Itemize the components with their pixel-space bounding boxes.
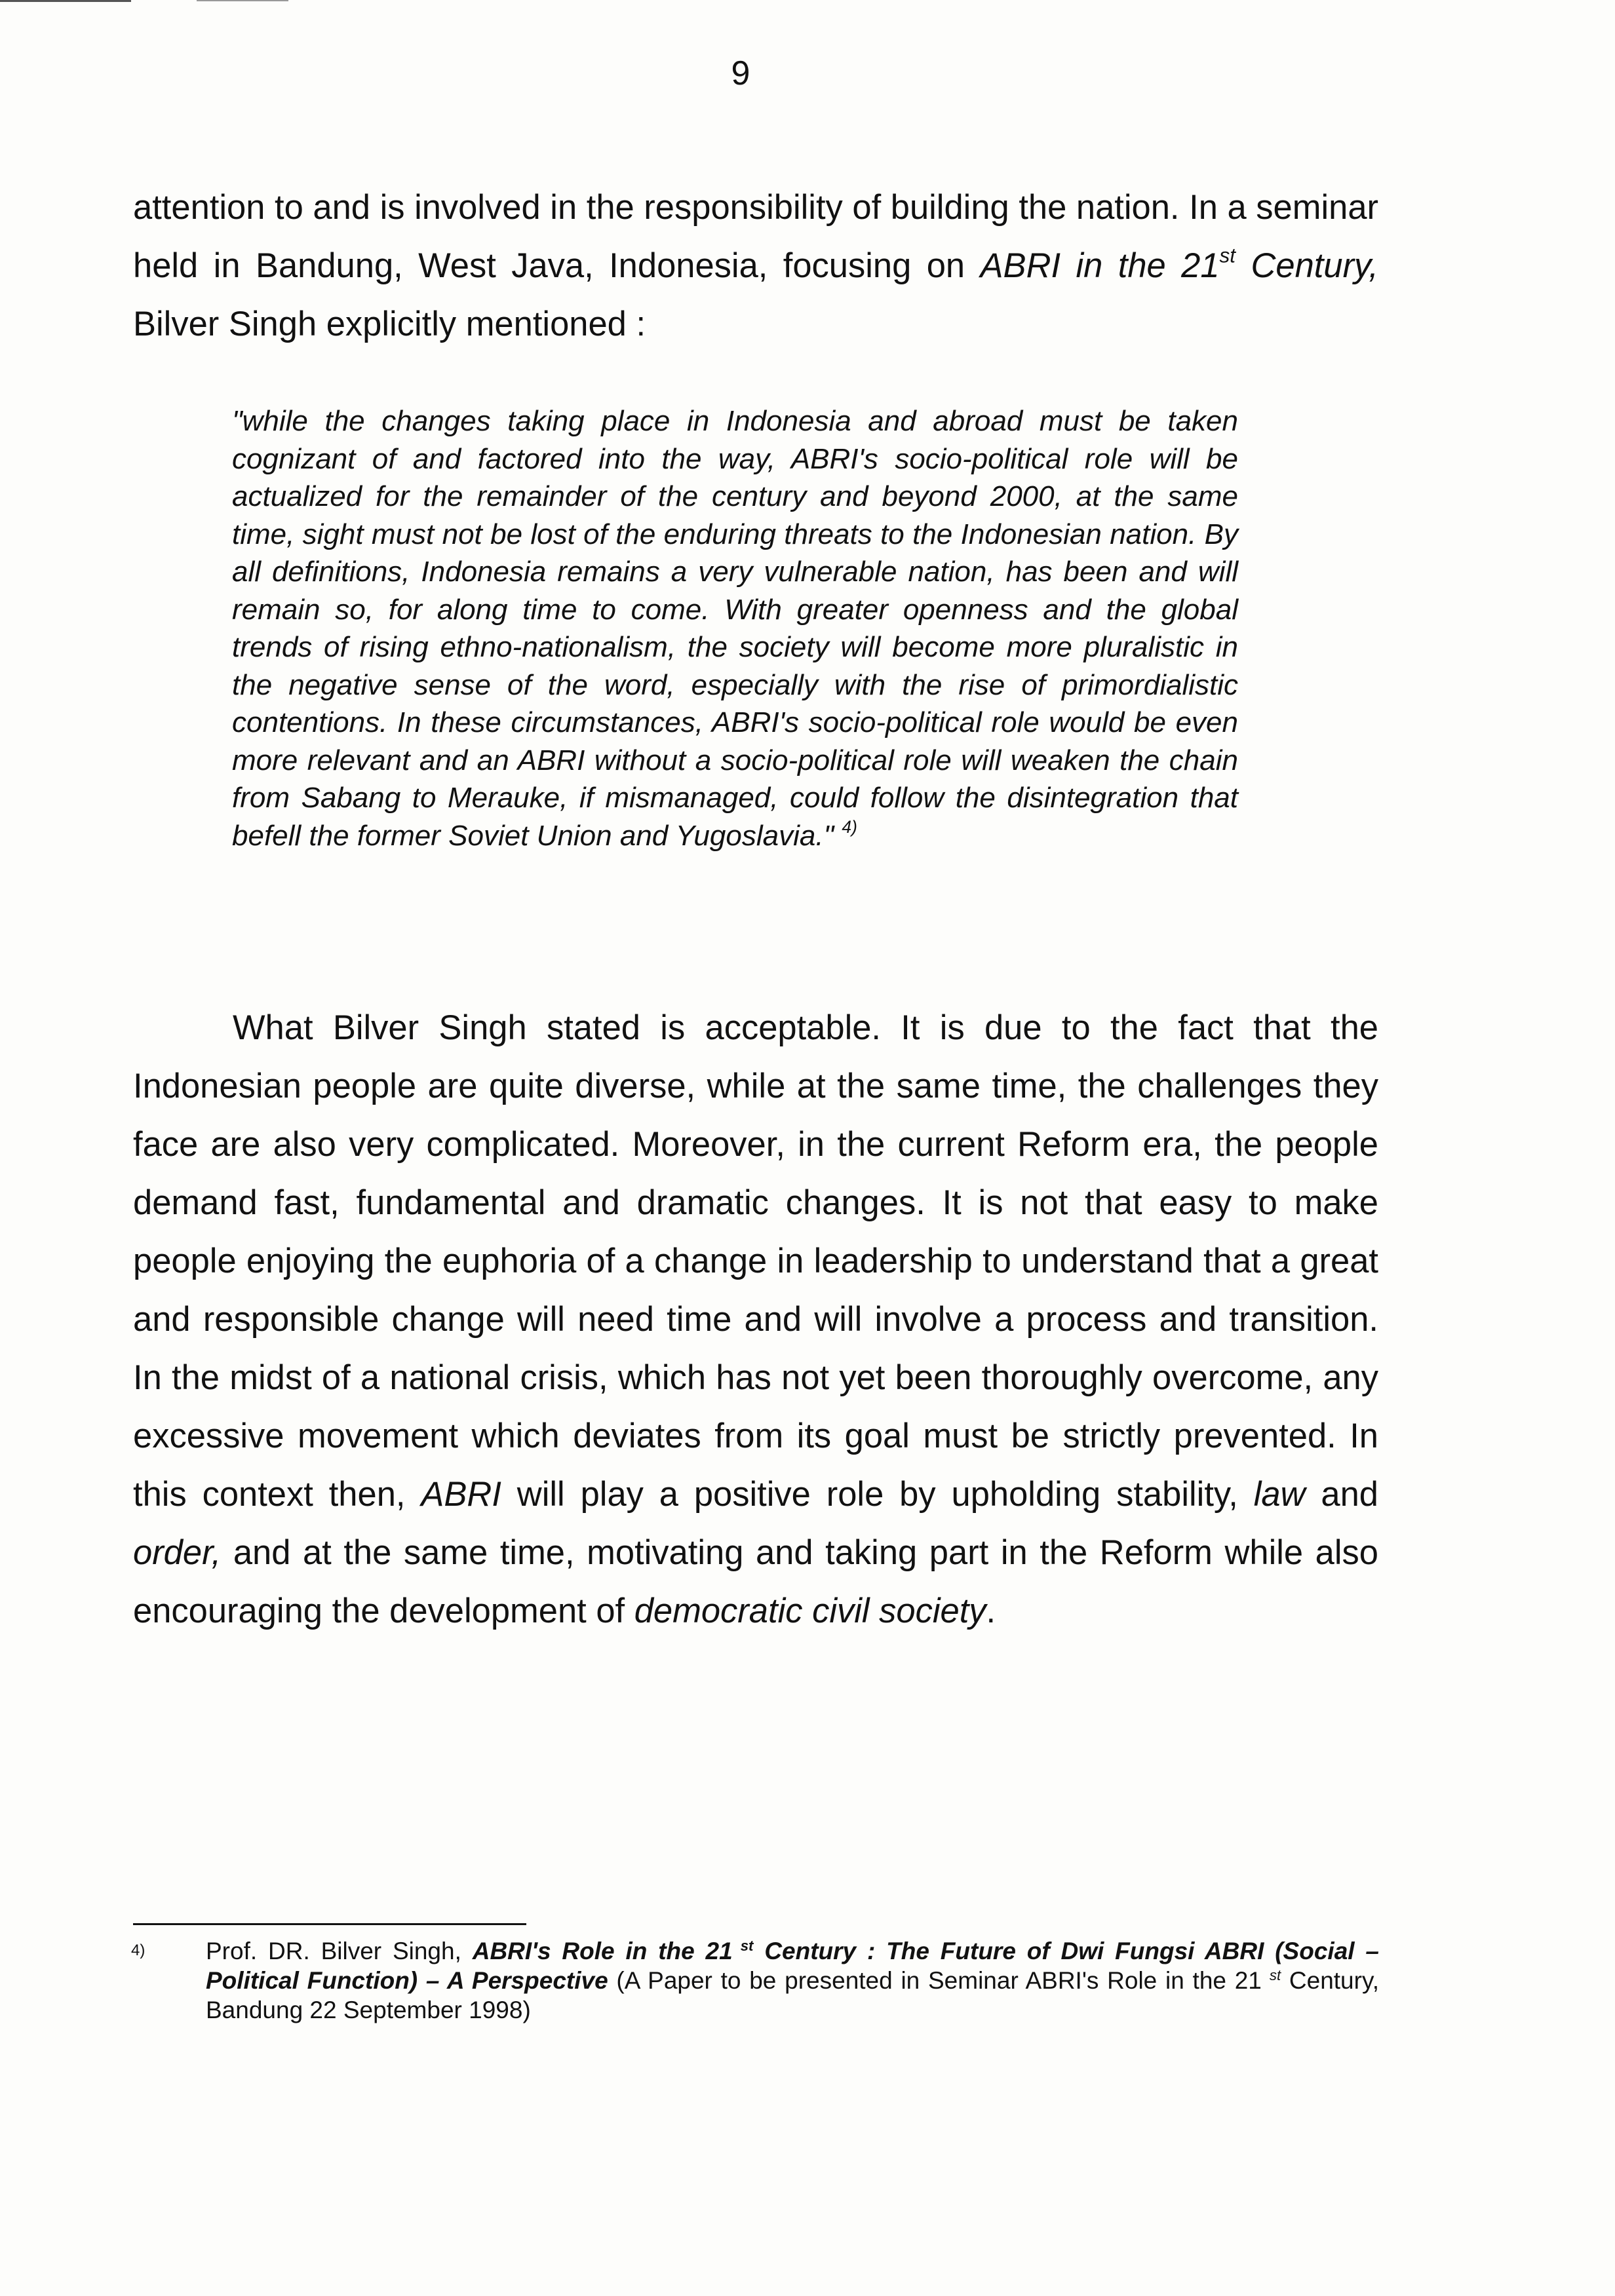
body-text: will play a positive role by upholding stability, xyxy=(501,1475,1254,1514)
footnote-marker: 4) xyxy=(131,1942,146,1959)
seminar-topic-text: Century, xyxy=(1236,246,1378,285)
body-text: . xyxy=(986,1592,996,1630)
footnote-divider xyxy=(133,1923,526,1925)
intro-paragraph xyxy=(133,178,1378,353)
body-text: What Bilver Singh stated is acceptable. It is due to the fact that the Indonesian people are quite diverse, while at the same time, the challenges they face are also very complicated. Moreover, in the current Reform era, the people demand fast, fundamental and dramatic changes. It is not that easy to make people enjoying the euphoria of a change in leadership to understand that a great and responsible change will need time and will involve a process and transition. In the midst of a national crisis, which has not yet been thoroughly overcome, any excessive movement which deviates from its goal must be strictly prevented. In this context then, xyxy=(133,1008,1378,1514)
quote-text: "while the changes taking place in Indonesia and abroad must be taken cognizant of and factored into the way, ABRI's socio-political role will be actualized for the remainder of the century and beyond 2000, at the same time, sight must not be lost of the enduring threats to the Indonesian nation. By all definitions, Indonesia remains a very vulnerable nation, has been and will remain so, for along time to come. With greater openness and the global trends of rising ethno-nationalism, the society will become more pluralistic in the negative sense of the word, especially with the rise of primordialistic contentions. In these circumstances, ABRI's socio-political role would be even more relevant and an ABRI without a socio-political role will weaken the chain from Sabang to Merauke, if mismanaged, could follow the disintegration that befell the former Soviet Union and Yugoslavia." xyxy=(232,405,1238,852)
scan-edge-mark xyxy=(0,0,131,2)
emphasis-law: law xyxy=(1253,1475,1306,1514)
footnote-title-text: ABRI's Role in the 21 xyxy=(472,1938,733,1964)
scan-edge-mark xyxy=(197,0,288,1)
footnote xyxy=(206,1936,1379,2025)
seminar-topic xyxy=(980,243,1378,285)
ordinal-suffix: st xyxy=(1269,1966,1281,1983)
footnote-note: (A Paper to be presented in Seminar ABRI's Role in the 21 xyxy=(608,1967,1262,1994)
footnote-note: Century, Bandung 22 September 1998) xyxy=(206,1967,1379,2023)
body-text: and xyxy=(1305,1475,1378,1514)
footnote-title-text: Century : The Future of Dwi Fungsi ABRI (Social –Political Function) – A Perspective xyxy=(206,1938,1379,1994)
page-number: 9 xyxy=(731,54,750,92)
seminar-topic-text: ABRI in the 21 xyxy=(980,246,1220,285)
intro-text: Bilver Singh explicitly mentioned : xyxy=(133,305,646,343)
footnote-author: Prof. DR. Bilver Singh, xyxy=(206,1938,473,1964)
block-quote xyxy=(232,402,1238,854)
emphasis-order: order, xyxy=(133,1533,222,1572)
emphasis-civil-society: democratic civil society xyxy=(634,1592,986,1630)
body-paragraph xyxy=(133,999,1378,1640)
ordinal-suffix: st xyxy=(740,1937,754,1954)
emphasis-abri: ABRI xyxy=(421,1475,501,1514)
footnote-reference[interactable]: 4) xyxy=(842,816,857,837)
body-text: and at the same time, motivating and taking part in the Reform while also encouraging the development of xyxy=(133,1533,1378,1630)
intro-text: attention to and is involved in the responsibility of building the nation. In a seminar held in Bandung, West Java, Indonesia, focusing on xyxy=(133,188,1378,285)
ordinal-suffix: st xyxy=(1219,243,1236,267)
